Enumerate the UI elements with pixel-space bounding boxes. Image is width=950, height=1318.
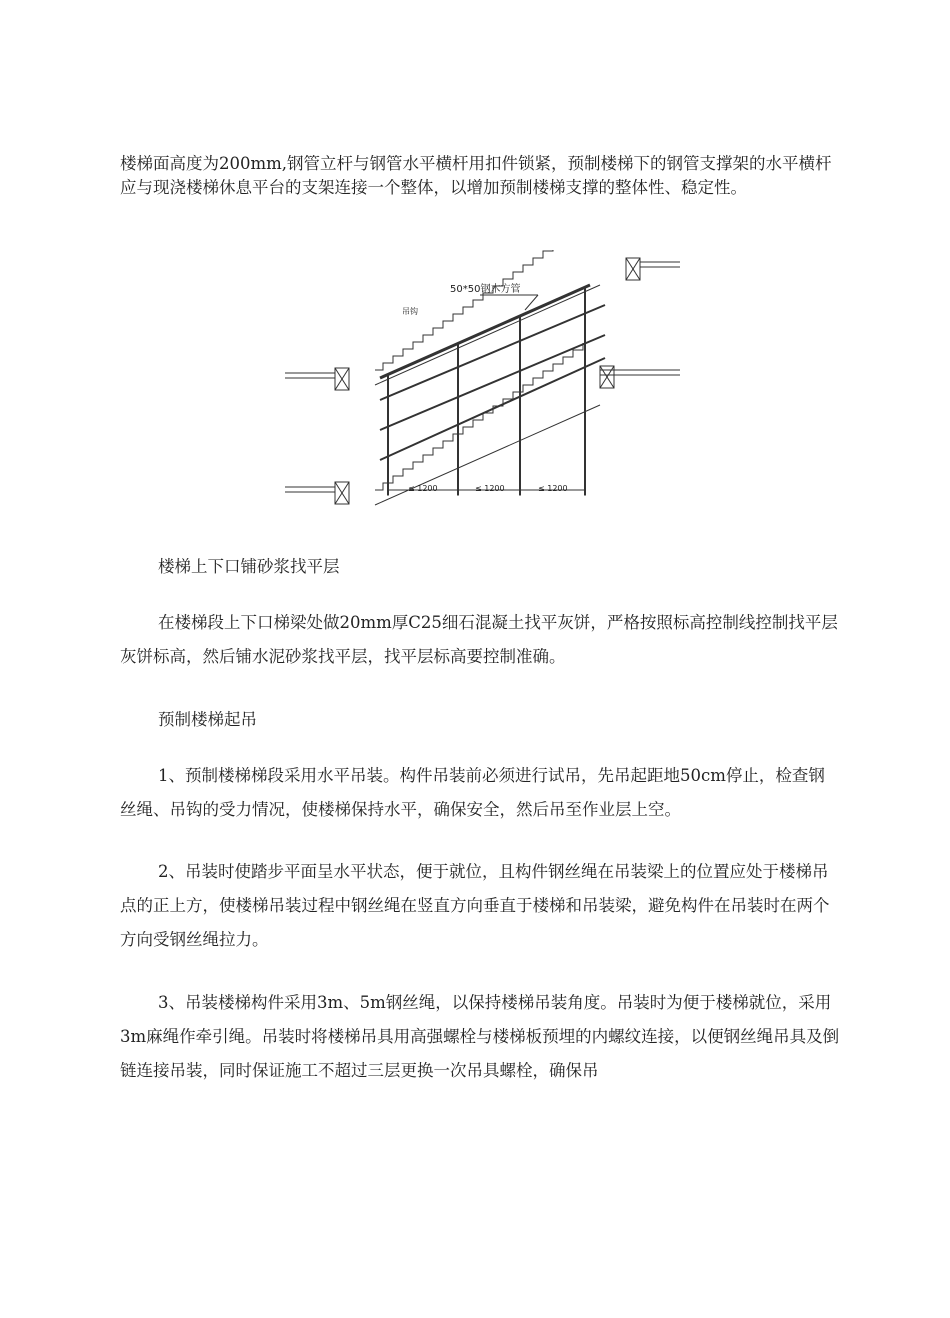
leveling-paragraph: 在楼梯段上下口梯梁处做20mm厚C25细石混凝土找平灰饼，严格按照标高控制线控制找平层灰饼标高，然后铺水泥砂浆找平层，找平层标高要控制准确。 <box>120 613 838 666</box>
section-heading-hoisting: 预制楼梯起吊 <box>158 710 257 729</box>
dimension-label-1: ≤ 1200 <box>408 484 438 493</box>
hoist-label: 吊钩 <box>402 307 418 316</box>
dimension-label-3: ≤ 1200 <box>538 484 568 493</box>
section-heading-leveling: 楼梯上下口铺砂浆找平层 <box>158 557 340 576</box>
beam-label: 50*50钢木方管 <box>450 284 521 295</box>
dimension-label-2: ≤ 1200 <box>475 484 505 493</box>
intro-paragraph: 楼梯面高度为200mm,钢管立杆与钢管水平横杆用扣件锁紧，预制楼梯下的钢管支撑架的水平横杆应与现浇楼梯休息平台的支架连接一个整体，以增加预制楼梯支撑的整体性、稳定性。 <box>120 154 832 197</box>
stair-support-figure <box>280 250 690 510</box>
hoisting-item-2: 2、吊装时使踏步平面呈水平状态，便于就位，且构件钢丝绳在吊装梁上的位置应处于楼梯吊点的正上方，使楼梯吊装过程中钢丝绳在竖直方向垂直于楼梯和吊装梁，避免构件在吊装时在两个方向受钢丝绳拉力。 <box>120 862 830 949</box>
hoisting-item-3: 3、吊装楼梯构件采用3m、5m钢丝绳，以保持楼梯吊装角度。吊装时为便于楼梯就位，采用3m麻绳作牵引绳。吊装时将楼梯吊具用高强螺栓与楼梯板预埋的内螺纹连接，以便钢丝绳吊具及倒链连接吊装，同时保证施工不超过三层更换一次吊具螺栓，确保吊 <box>120 993 840 1080</box>
hoisting-item-1: 1、预制楼梯梯段采用水平吊装。构件吊装前必须进行试吊，先吊起距地50cm停止，检查钢丝绳、吊钩的受力情况，使楼梯保持水平，确保安全，然后吊至作业层上空。 <box>120 766 825 819</box>
